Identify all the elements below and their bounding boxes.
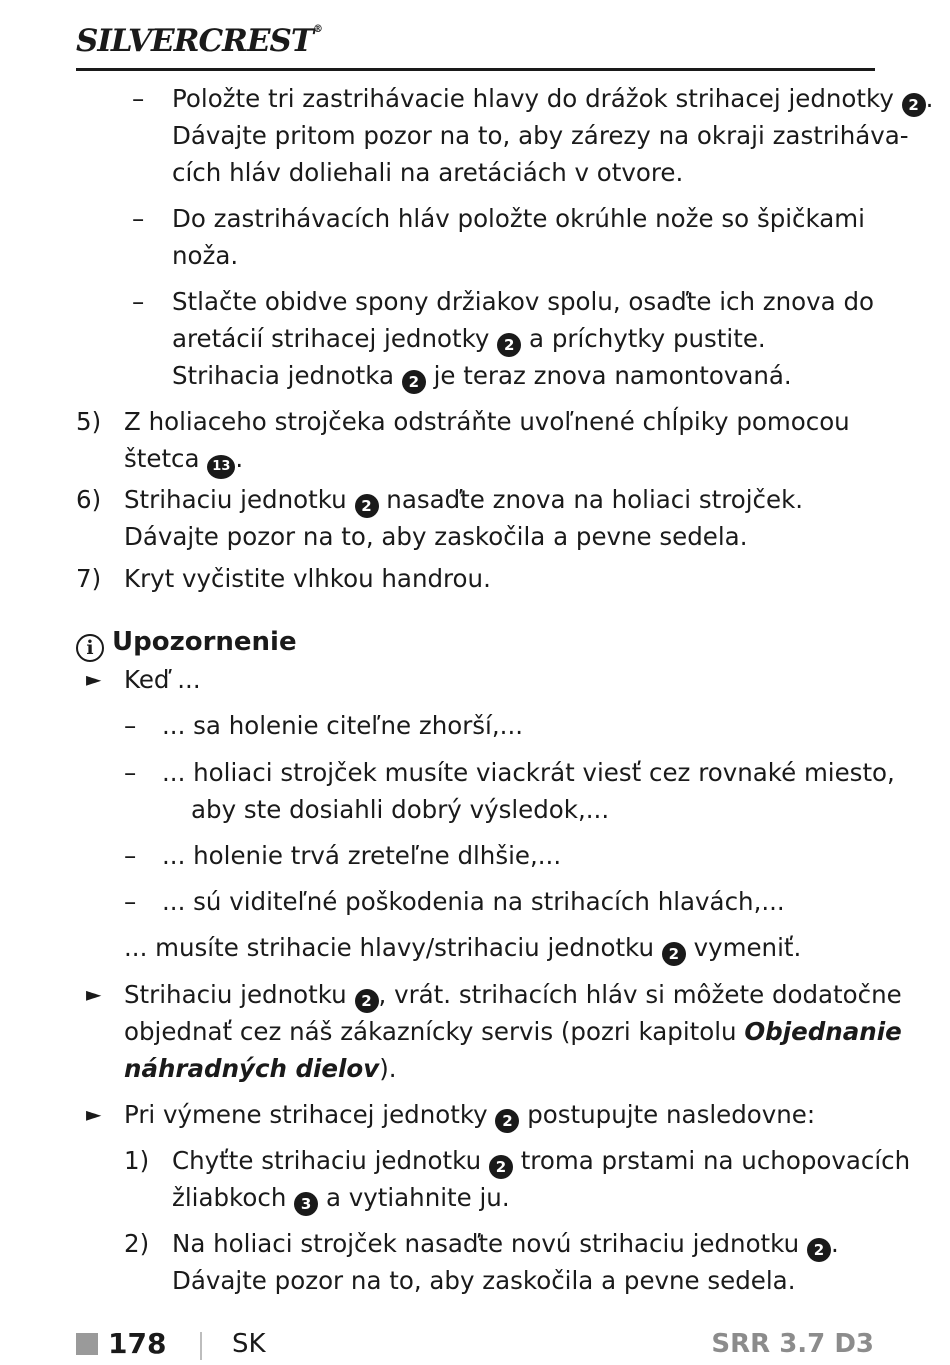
text-line: noža.: [172, 241, 239, 270]
step-number: 2): [124, 1229, 150, 1258]
text-line: Chyťte strihaciu jednotku 2 troma prstami na uchopovacích: [172, 1142, 910, 1179]
text-line: cích hláv doliehali na aretáciách v otvore.: [172, 158, 684, 187]
info-icon: i: [76, 634, 104, 662]
text-line: Pri výmene strihacej jednotky 2 postupujte nasledovne:: [124, 1096, 815, 1133]
callout-2: 2: [355, 989, 379, 1013]
text-line: ... holenie trvá zreteľne dlhšie,...: [162, 841, 562, 870]
text-line: Strihaciu jednotku 2 nasaďte znova na holiaci strojček.: [124, 481, 803, 518]
page-marker-square: [76, 1333, 98, 1355]
text-line: Z holiaceho strojčeka odstráňte uvoľnené chĺpiky pomocou: [124, 407, 850, 436]
callout-2: 2: [489, 1155, 513, 1179]
text-line: Položte tri zastrihávacie hlavy do drážok strihacej jednotky 2 .: [172, 80, 933, 117]
dash-marker: –: [124, 841, 137, 870]
brand-logo: SILVERCREST®: [76, 23, 322, 59]
text-line: ... musíte strihacie hlavy/strihaciu jednotku 2 vymeniť.: [124, 929, 801, 966]
dash-marker: –: [132, 84, 145, 113]
callout-2: 2: [355, 494, 379, 518]
text-line: žliabkoch 3 a vytiahnite ju.: [172, 1179, 510, 1216]
text-line: Strihaciu jednotku 2 , vrát. strihacích hláv si môžete dodatočne: [124, 976, 902, 1013]
dash-marker: –: [124, 758, 137, 787]
bullet-arrow: ►: [86, 1102, 102, 1126]
text-line: Dávajte pritom pozor na to, aby zárezy na okraji zastriháva-: [172, 121, 909, 150]
callout-2: 2: [402, 370, 426, 394]
text-line: objednať cez náš zákaznícky servis (pozri kapitolu Objednanie: [124, 1017, 902, 1046]
dash-marker: –: [124, 711, 137, 740]
text-line: ... sa holenie citeľne zhorší,...: [162, 711, 524, 740]
callout-2: 2: [497, 333, 521, 357]
text-line: Do zastrihávacích hláv položte okrúhle nože so špičkami: [172, 204, 865, 233]
dash-marker: –: [132, 204, 145, 233]
text-line: aby ste dosiahli dobrý výsledok,...: [191, 795, 610, 824]
text-line: Dávajte pozor na to, aby zaskočila a pevne sedela.: [172, 1266, 796, 1295]
text-line: Na holiaci strojček nasaďte novú strihaciu jednotku 2 .: [172, 1225, 839, 1262]
note-heading: i Upozornenie: [76, 624, 297, 662]
chapter-reference: náhradných dielov: [124, 1054, 380, 1083]
footer-separator: [200, 1332, 202, 1360]
text-line: Strihacia jednotka 2 je teraz znova namontovaná.: [172, 357, 792, 394]
step-number: 7): [76, 564, 102, 593]
step-number: 6): [76, 485, 102, 514]
chapter-reference: Objednanie: [744, 1017, 902, 1046]
dash-marker: –: [124, 887, 137, 916]
callout-3: 3: [294, 1192, 318, 1216]
text-line: Dávajte pozor na to, aby zaskočila a pevne sedela.: [124, 522, 748, 551]
text-line: Keď ...: [124, 665, 201, 694]
page-number: 178: [108, 1327, 167, 1360]
text-line: Kryt vyčistite vlhkou handrou.: [124, 564, 491, 593]
callout-2: 2: [807, 1238, 831, 1262]
language-code: SK: [232, 1329, 266, 1359]
model-number: SRR 3.7 D3: [711, 1329, 874, 1359]
step-number: 1): [124, 1146, 150, 1175]
bullet-arrow: ►: [86, 982, 102, 1006]
text-line: Stlačte obidve spony držiakov spolu, osaďte ich znova do: [172, 287, 875, 316]
header-rule: [76, 68, 875, 71]
callout-2: 2: [902, 93, 926, 117]
text-line: aretácií strihacej jednotky 2 a príchytky pustite.: [172, 320, 766, 357]
bullet-arrow: ►: [86, 667, 102, 691]
text-line: náhradných dielov).: [124, 1054, 397, 1083]
text-line: ... sú viditeľné poškodenia na strihacích hlavách,...: [162, 887, 785, 916]
callout-13: 13: [207, 455, 235, 479]
step-number: 5): [76, 407, 102, 436]
dash-marker: –: [132, 287, 145, 316]
callout-2: 2: [662, 942, 686, 966]
text-line: ... holiaci strojček musíte viackrát viesť cez rovnaké miesto,: [162, 758, 895, 787]
callout-2: 2: [495, 1109, 519, 1133]
text-line: štetca 13 .: [124, 440, 243, 479]
